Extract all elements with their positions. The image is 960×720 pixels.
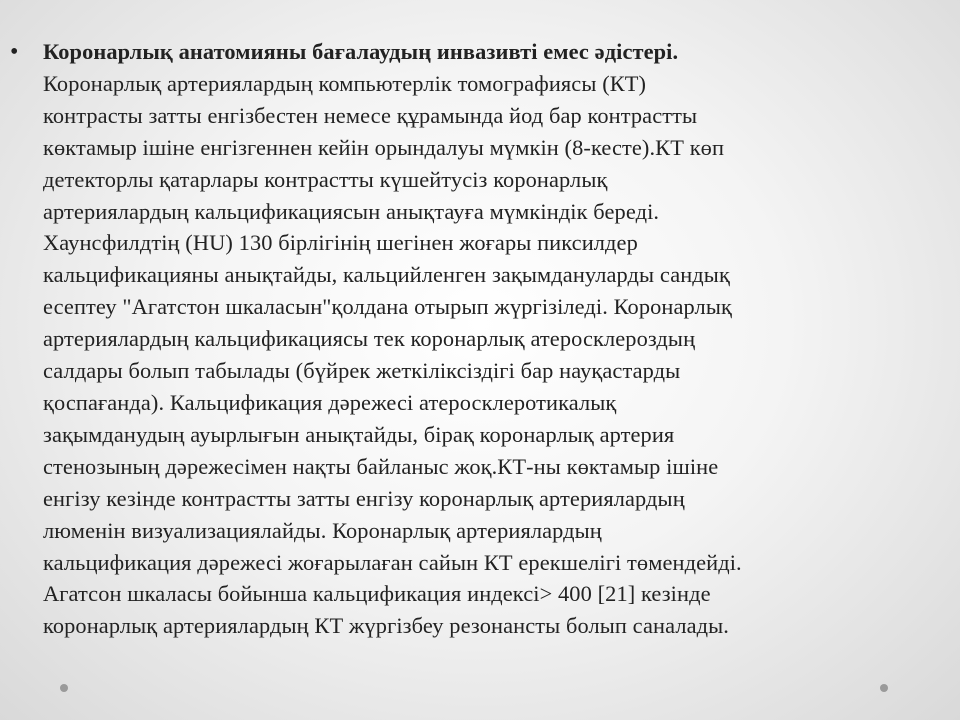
bullet-marker: • — [10, 39, 19, 65]
text-line: кальцификация дәрежесі жоғарылаған сайын КТ ерекшелігі төмендейді. — [43, 549, 742, 575]
text-line: есептеу "Агатстон шкаласын"қолдана отырып жүргізіледі. Коронарлық — [43, 294, 732, 320]
text-line: Агатсон шкаласы бойынша кальцификация индексі> 400 [21] кезінде — [43, 581, 711, 607]
paragraph-heading: Коронарлық анатомияны бағалаудың инвазивті емес әдістері. — [43, 39, 679, 64]
text-line: салдары болып табылады (бүйрек жеткіліксіздігі бар науқастарды — [43, 358, 681, 384]
text-line: артериялардың кальцификациясы тек коронарлық атеросклероздың — [43, 326, 696, 352]
text-line: көктамыр ішіне енгізгеннен кейін орындалуы мүмкін (8-кесте).КТ көп — [43, 134, 725, 160]
text-line: артериялардың кальцификациясын анықтауға мүмкіндік береді. — [43, 198, 660, 224]
decorative-dot-left — [60, 684, 68, 692]
paragraph-text — [43, 36, 940, 642]
text-line: Хаунсфилдтің (HU) 130 бірлігінің шегінен жоғары пиксилдер — [43, 230, 638, 256]
text-line: люменін визуализациялайды. Коронарлық артериялардың — [43, 517, 602, 543]
text-line: қоспағанда). Кальцификация дәрежесі атеросклеротикалық — [43, 389, 617, 415]
text-line: детекторлы қатарлары контрастты күшейтусіз коронарлық — [43, 166, 608, 192]
text-line: коронарлық артериялардың КТ жүргізбеу резонансты болып саналады. — [43, 613, 729, 639]
decorative-dot-right — [880, 684, 888, 692]
text-line: контрасты затты енгізбестен немесе құрамында йод бар контрастты — [43, 102, 698, 128]
text-line: зақымданудың ауырлығын анықтайды, бірақ коронарлық артерия — [43, 421, 675, 447]
text-line: кальцификацияны анықтайды, кальцийленген зақымдануларды сандық — [43, 262, 730, 288]
text-line: стенозының дәрежесімен нақты байланыс жоқ.КТ-ны көктамыр ішіне — [43, 453, 719, 479]
text-line: Коронарлық артериялардың компьютерлік томографиясы (КТ) — [43, 70, 647, 96]
text-line: енгізу кезінде контрастты затты енгізу коронарлық артериялардың — [43, 485, 685, 511]
